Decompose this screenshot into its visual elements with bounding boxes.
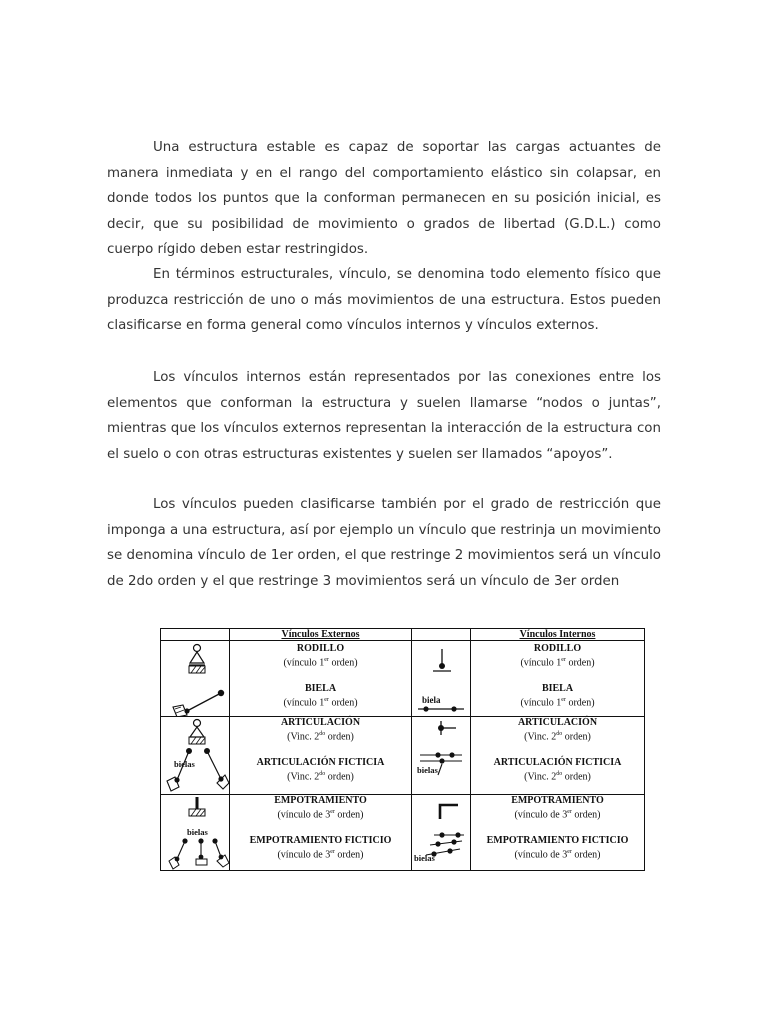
int-first-order-symbols [412,641,471,717]
paragraph-vinculo-definicion: En términos estructurales, vínculo, se denomina todo elemento físico que produzca restricción de uno o más movimientos de una estructura. Estos pueden clasificarse en forma general como vínculos internos y vínculos externos. [107,267,661,333]
int-second-order-symbols [412,717,471,795]
header-vinculos-internos: Vínculos Internos [471,629,645,641]
int-art-ficticia-title: ARTICULACIÓN FICTICIA [493,757,622,769]
int-art-ficticia-subtitle: (Vinc. $2^{do}$ orden) [524,771,591,783]
ext-rodillo-subtitle: (vínculo 1er orden) [283,657,358,669]
vinculos-table [160,628,645,871]
ext-articulacion-icon [189,720,205,745]
int-empotramiento-icon [440,805,458,819]
int-rodillo-icon [433,649,451,671]
int-emp-ficticio-title: EMPOTRAMIENTO FICTICIO [486,835,629,847]
int-rodillo-subtitle: (vínculo 1er orden) [520,657,595,669]
int-articulacion-title: ARTICULACIÓN [517,717,598,728]
paragraph-estructura-estable: Una estructura estable es capaz de soportar las cargas actuantes de manera inmediata y en el rango del comportamiento elástico sin colapsar, en donde todos los puntos que la conforman permanecen en su posición inicial, es decir, que su posibilidad de movimiento o grados de libertad (G.D.L.) como cuerpo rígido deben estar restringidos. [107,140,661,257]
ext-emp-ficticio-subtitle: (vínculo de 3er orden) [277,849,364,861]
int-articulacion-icon [438,721,456,735]
int-second-order-text [471,717,645,795]
ext-biela-icon [173,690,224,717]
int-biela-subtitle: (vínculo 1er orden) [520,697,595,709]
int-biela-icon [418,695,464,712]
ext-art-ficticia-subtitle: (Vinc. $2^{do}$ orden) [287,771,354,783]
ext-bielas-label-3: bielas [187,827,208,837]
int-empotramiento-ficticio-icon [414,832,464,863]
int-rodillo-title: RODILLO [533,643,582,654]
ext-bielas-label-2: bielas [174,759,195,769]
ext-articulacion-title: ARTICULACIÓN [280,717,361,728]
ext-empotramiento-ficticio-icon [169,827,229,869]
ext-third-order-symbols [161,795,230,871]
ext-empotramiento-subtitle: (vínculo de 3er orden) [277,809,364,821]
paragraph-grado-restriccion: Los vínculos pueden clasificarse también por el grado de restricción que imponga a una estructura, así por ejemplo un vínculo que restrinja un movimiento se denomina vínculo de 1er orden, el que restringe 2 movimientos será un vínculo de 2do orden y el que restringe 3 movimientos será un vínculo de 3er orden [107,497,661,589]
int-biela-label: biela [422,695,441,705]
int-empotramiento-title: EMPOTRAMIENTO [511,795,604,806]
ext-emp-ficticio-title: EMPOTRAMIENTO FICTICIO [249,835,392,847]
int-bielas-label-2: bielas [417,765,438,775]
int-third-order-text [471,795,645,871]
ext-empotramiento-title: EMPOTRAMIENTO [274,795,367,806]
ext-articulacion-subtitle: (Vinc. $2^{do}$ orden) [287,731,354,743]
int-third-order-symbols [412,795,471,871]
ext-second-order-text [230,717,412,795]
int-articulacion-subtitle: (Vinc. $2^{do}$ orden) [524,731,591,743]
header-symbol-int [412,629,471,641]
header-vinculos-externos: Vínculos Externos [230,629,412,641]
int-biela-title: BIELA [541,683,574,695]
ext-second-order-symbols [161,717,230,795]
int-articulacion-ficticia-icon [417,752,462,775]
ext-articulacion-ficticia-icon [167,748,229,791]
ext-empotramiento-icon [189,797,205,816]
paragraph-vinculos-internos-externos: Los vínculos internos están representados por las conexiones entre los elementos que conforman la estructura y suelen llamarse “nodos o juntas”, mientras que los vínculos externos representan la interacción de la estructura con el suelo o con otras estructuras existentes y suelen ser llamados “apoyos”. [107,370,661,462]
ext-rodillo-icon [189,645,205,674]
ext-biela-subtitle: (vínculo 1er orden) [283,697,358,709]
ext-first-order-text [230,641,412,717]
header-symbol-ext [161,629,230,641]
ext-biela-title: BIELA [304,683,337,695]
int-empotramiento-subtitle: (vínculo de 3er orden) [514,809,601,821]
ext-first-order-symbols [161,641,230,717]
int-bielas-label-3: bielas [414,853,435,863]
ext-art-ficticia-title: ARTICULACIÓN FICTICIA [256,757,385,769]
ext-rodillo-title: RODILLO [296,643,345,654]
int-first-order-text [471,641,645,717]
int-emp-ficticio-subtitle: (vínculo de 3er orden) [514,849,601,861]
ext-third-order-text [230,795,412,871]
